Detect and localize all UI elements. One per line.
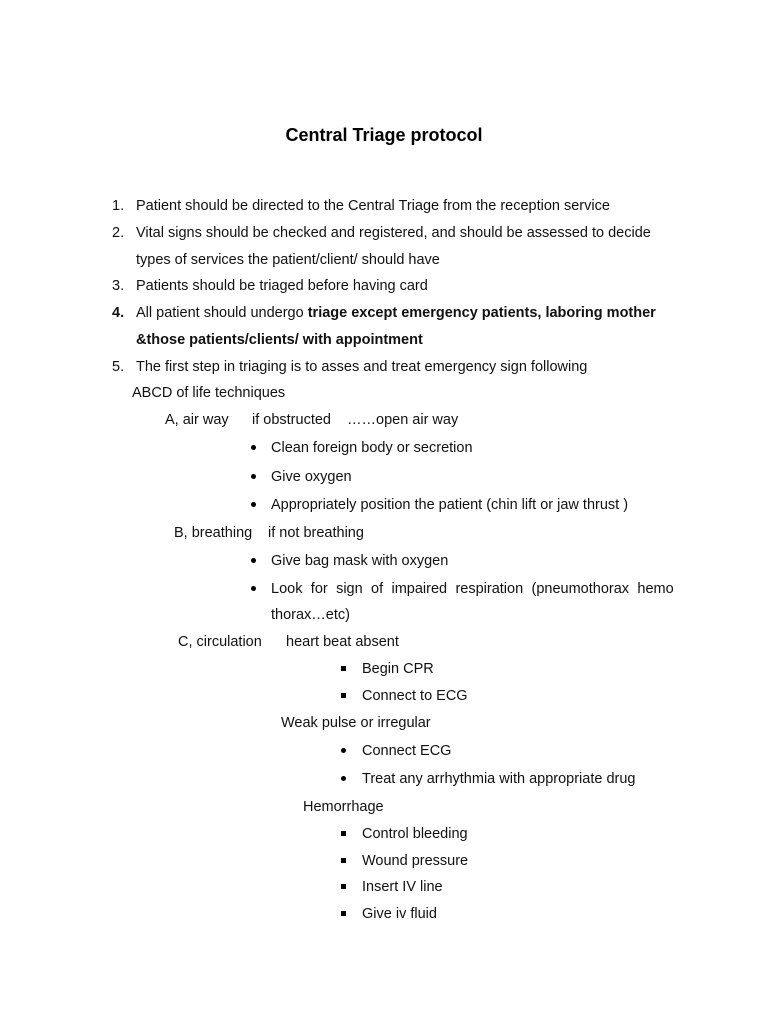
bullet-square-icon xyxy=(341,858,346,863)
breathing-bullet-1: Give bag mask with oxygen xyxy=(271,553,449,569)
airway-action: ……open air way xyxy=(347,412,459,428)
item-5-text: The first step in triaging is to asses and treat emergency sign following xyxy=(136,359,588,375)
circulation-absent-bullet-1: Begin CPR xyxy=(362,661,434,677)
airway-condition: if obstructed xyxy=(252,412,331,428)
bullet-dot-icon xyxy=(341,776,346,781)
item-number-2: 2. xyxy=(112,225,125,241)
hemorrhage-bullet-2: Wound pressure xyxy=(362,853,469,869)
hemorrhage-heading: Hemorrhage xyxy=(303,799,384,815)
breathing-bullet-2-text: Look for sign of impaired respiration (pneumothorax hemo xyxy=(271,581,674,597)
item-number-4: 4. xyxy=(112,305,125,321)
document-title: Central Triage protocol xyxy=(285,125,483,145)
bullet-square-icon xyxy=(341,884,346,889)
bullet-dot-icon xyxy=(341,748,346,753)
circulation-heading: C, circulation xyxy=(178,634,262,650)
weak-pulse-bullet-2: Treat any arrhythmia with appropriate drug xyxy=(362,771,636,787)
bullet-dot-icon xyxy=(251,586,256,591)
item-4-text-line2: &those patients/clients/ with appointment xyxy=(136,332,423,348)
item-2-text-line1: Vital signs should be checked and registered, and should be assessed to decide xyxy=(136,225,651,241)
hemorrhage-bullet-1: Control bleeding xyxy=(362,826,468,842)
circulation-absent-bullet-2: Connect to ECG xyxy=(362,688,468,704)
item-4-text-line1 xyxy=(136,304,656,322)
bullet-dot-icon xyxy=(251,474,256,479)
bullet-square-icon xyxy=(341,831,346,836)
item-1-text: Patient should be directed to the Central Triage from the reception service xyxy=(136,198,610,214)
bullet-square-icon xyxy=(341,693,346,698)
item-number-3: 3. xyxy=(112,278,125,294)
item-2-text-line2: types of services the patient/client/ should have xyxy=(136,252,440,268)
breathing-heading: B, breathing xyxy=(174,525,253,541)
breathing-condition: if not breathing xyxy=(268,525,364,541)
hemorrhage-bullet-3: Insert IV line xyxy=(362,879,443,895)
airway-heading: A, air way xyxy=(165,412,229,428)
circulation-condition: heart beat absent xyxy=(286,634,399,650)
hemorrhage-bullet-4: Give iv fluid xyxy=(362,906,437,922)
airway-bullet-2: Give oxygen xyxy=(271,469,352,485)
airway-bullet-3: Appropriately position the patient (chin lift or jaw thrust ) xyxy=(271,497,629,513)
bullet-square-icon xyxy=(341,911,346,916)
weak-pulse-bullet-1: Connect ECG xyxy=(362,743,452,759)
item-4-plain-text: All patient should undergo xyxy=(136,305,308,321)
item-3-text: Patients should be triaged before having card xyxy=(136,278,428,294)
weak-pulse-heading: Weak pulse or irregular xyxy=(281,715,431,731)
bullet-dot-icon xyxy=(251,502,256,507)
item-number-1: 1. xyxy=(112,198,125,214)
bullet-dot-icon xyxy=(251,558,256,563)
item-4-bold-text: triage except emergency patients, laboring mother xyxy=(307,305,656,321)
bullet-dot-icon xyxy=(251,445,256,450)
breathing-bullet-2 xyxy=(271,580,678,598)
breathing-bullet-2-cont: thorax…etc) xyxy=(271,607,350,623)
bullet-square-icon xyxy=(341,666,346,671)
item-5-text-line2: ABCD of life techniques xyxy=(132,385,286,401)
item-number-5: 5. xyxy=(112,359,125,375)
airway-bullet-1: Clean foreign body or secretion xyxy=(271,440,473,456)
